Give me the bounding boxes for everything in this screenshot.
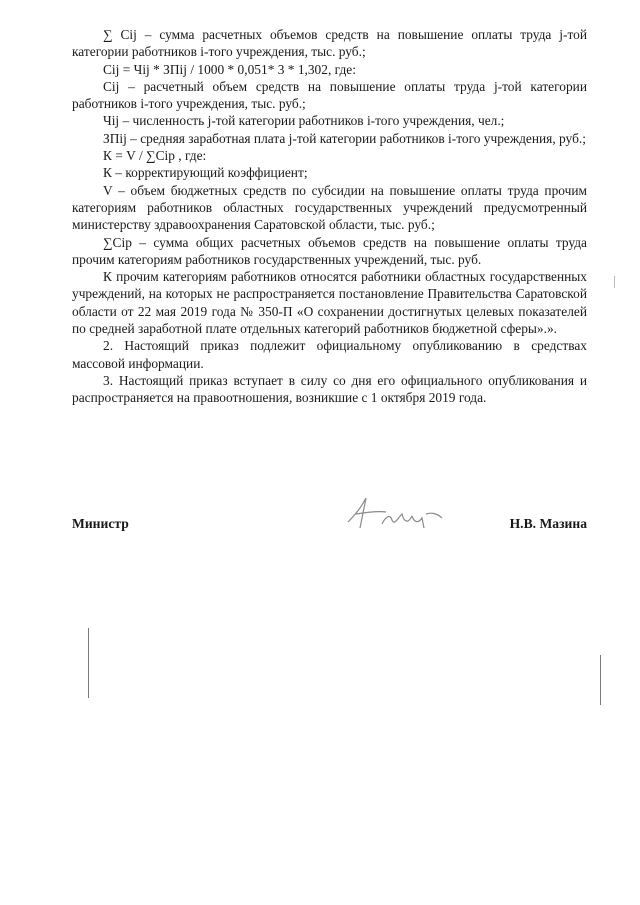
scan-artifact: [600, 655, 601, 705]
paragraph-definition-chij: Чij – численность j-той категории работников i-того учреждения, чел.;: [103, 113, 505, 129]
paragraph-definition-v: V – объем бюджетных средств по субсидии на повышение оплаты труда прочим категориям работников областных государственных учреждений предусмотренный министерству здравоохранения Саратовской области, тыс. руб.;: [72, 182, 587, 233]
paragraph-formula-k: К = V / ∑Cip , где:: [103, 148, 207, 164]
paragraph-item-3: 3. Настоящий приказ вступает в силу со дня его официального опубликования и распространяется на правоотношения, возникшие с 1 октября 2019 года.: [72, 372, 587, 406]
paragraph-definition-sum-cip: ∑Cip – сумма общих расчетных объемов средств на повышение оплаты труда прочим категориям работников государственных учреждений, тыс. руб.: [72, 234, 587, 267]
paragraph-sum-cij: ∑ Cij – сумма расчетных объемов средств на повышение оплаты труда j-той категории работников i-того учреждения, тыс. руб.;: [72, 27, 587, 60]
scan-artifact: [614, 276, 615, 288]
paragraph-formula-cij: Cij = Чij * ЗПij / 1000 * 0,051* 3 * 1,302, где:: [103, 61, 356, 77]
paragraph-definition-zpij: ЗПij – средняя заработная плата j-той категории работников i-того учреждения, руб.;: [103, 130, 586, 146]
scan-artifact: [88, 628, 89, 698]
signature-block: [72, 516, 587, 540]
paragraph-other-categories: К прочим категориям работников относятся работники областных государственных учреждений, на которых не распространяется постановление Правительства Саратовской области от 22 мая 2019 года № 350-П «О сохранении достигнутых целевых показателей по средней заработной плате отдельных категорий работников бюджетной сферы».».: [72, 269, 587, 337]
paragraph-definition-cij: Cij – расчетный объем средств на повышение оплаты труда j-той категории работников i-того учреждения, тыс. руб.;: [72, 78, 587, 112]
paragraph-definition-k: К – корректирующий коэффициент;: [103, 165, 308, 181]
signer-name: Н.В. Мазина: [509, 516, 587, 531]
paragraph-item-2: 2. Настоящий приказ подлежит официальному опубликованию в средствах массовой информации.: [72, 338, 587, 371]
document-body: [72, 26, 587, 407]
signer-position: Министр: [72, 516, 129, 531]
